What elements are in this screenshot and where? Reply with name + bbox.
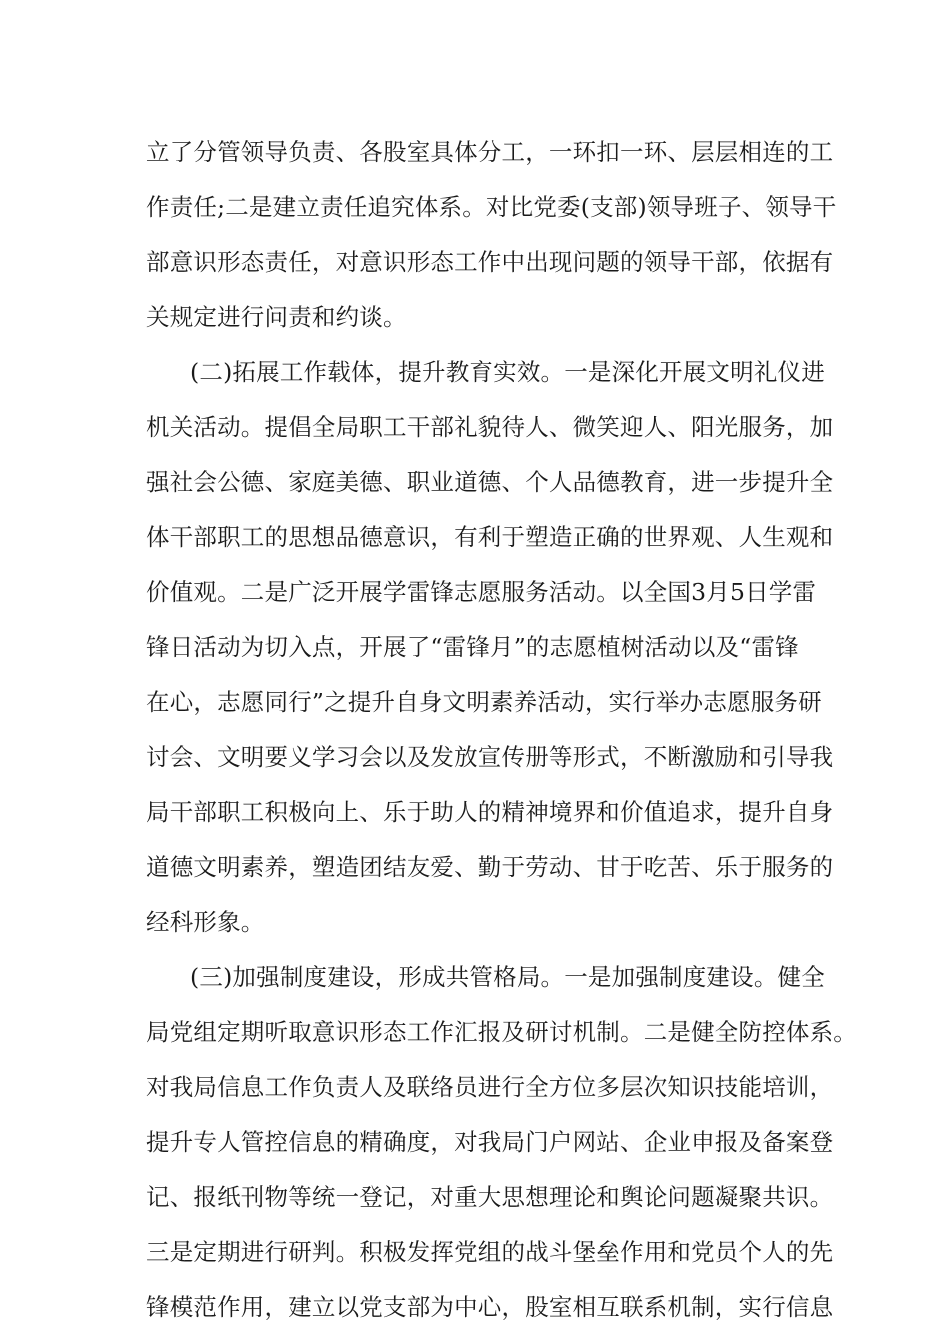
text-line: 体干部职工的思想品德意识，有利于塑造正确的世界观、人生观和 — [146, 523, 834, 551]
text-line: 作责任;二是建立责任追究体系。对比党委(支部)领导班子、领导干 — [146, 193, 837, 221]
text-line: 道德文明素养，塑造团结友爱、勤于劳动、甘于吃苦、乐于服务的 — [146, 853, 834, 881]
text-line: 部意识形态责任，对意识形态工作中出现问题的领导干部，依据有 — [146, 248, 834, 276]
text-line: 立了分管领导负责、各股室具体分工，一环扣一环、层层相连的工 — [146, 138, 834, 166]
text-line: 对我局信息工作负责人及联络员进行全方位多层次知识技能培训， — [146, 1073, 834, 1101]
text-line: 强社会公德、家庭美德、职业道德、个人品德教育，进一步提升全 — [146, 468, 834, 496]
text-line: 记、报纸刊物等统一登记，对重大思想理论和舆论问题凝聚共识。 — [146, 1183, 834, 1211]
paragraph-heading-2: (二)拓展工作载体，提升教育实效。一是深化开展文明礼仪进 — [190, 358, 825, 386]
text-line: 在心，志愿同行”之提升自身文明素养活动，实行举办志愿服务研 — [146, 688, 822, 716]
text-line: 提升专人管控信息的精确度，对我局门户网站、企业申报及备案登 — [146, 1128, 834, 1156]
text-line: 锋模范作用，建立以党支部为中心，股室相互联系机制，实行信息 — [146, 1293, 834, 1321]
text-line: 局干部职工积极向上、乐于助人的精神境界和价值追求，提升自身 — [146, 798, 834, 826]
text-line: 机关活动。提倡全局职工干部礼貌待人、微笑迎人、阳光服务，加 — [146, 413, 834, 441]
text-line: 经科形象。 — [146, 908, 265, 936]
text-line: 价值观。二是广泛开展学雷锋志愿服务活动。以全国3月5日学雷 — [146, 578, 817, 606]
text-line: 讨会、文明要义学习会以及发放宣传册等形式，不断激励和引导我 — [146, 743, 834, 771]
paragraph-heading-3: (三)加强制度建设，形成共管格局。一是加强制度建设。健全 — [190, 963, 825, 991]
text-line: 锋日活动为切入点，开展了“雷锋月”的志愿植树活动以及“雷锋 — [146, 633, 799, 661]
text-line: 关规定进行问责和约谈。 — [146, 303, 407, 331]
text-line: 局党组定期听取意识形态工作汇报及研讨机制。二是健全防控体系。 — [146, 1018, 857, 1046]
text-line: 三是定期进行研判。积极发挥党组的战斗堡垒作用和党员个人的先 — [146, 1238, 834, 1266]
